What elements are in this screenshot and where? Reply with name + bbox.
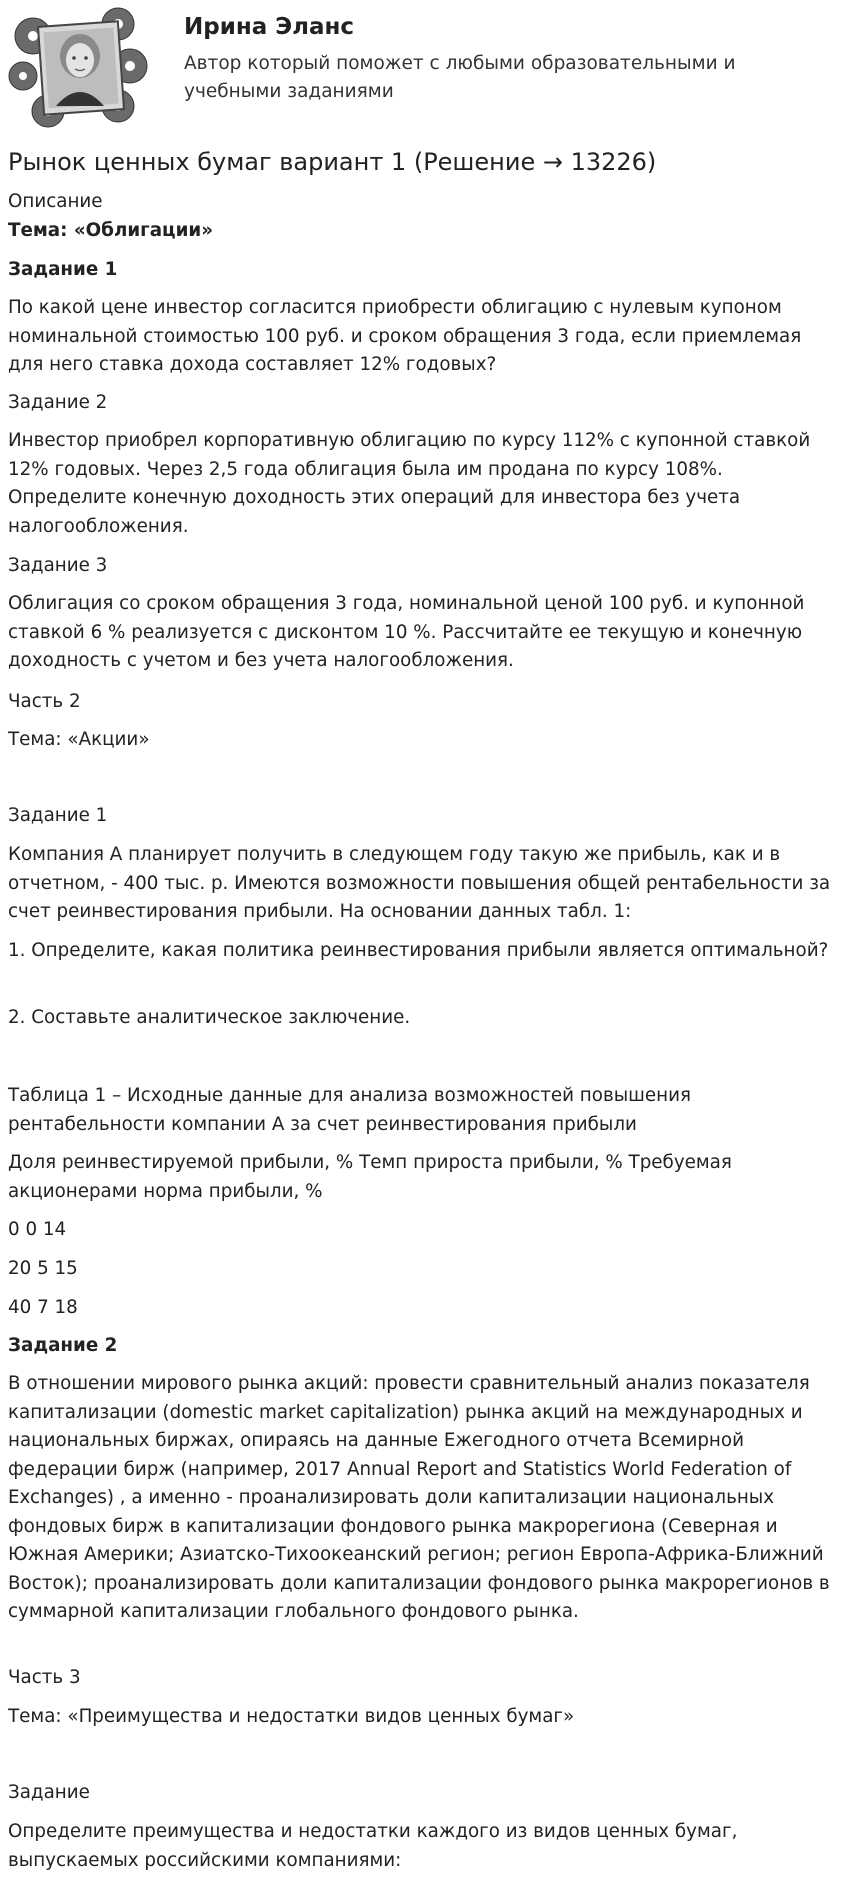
table-row: 0 0 14 (8, 1219, 67, 1240)
task-text: Определите преимущества и недостатки каждого из видов ценных бумаг, выпускаемых российскими компаниями: (8, 1821, 738, 1871)
task-heading: Задание 2 (8, 392, 108, 413)
task-heading: Задание 2 (8, 1335, 118, 1356)
author-name[interactable]: Ирина Эланс (184, 14, 355, 40)
author-avatar[interactable] (8, 6, 150, 128)
task-text: В отношении мирового рынка акций: провести сравнительный анализ показателя капитализации (domestic market capitalization) рынка акций на международных и национальных биржах, опираясь на данные Ежегодного отчета Всемирной федерации бирж (например, 2017 Annual Report and Statistics World Federation of Exchanges) , а именно - проанализировать доли капитализации национальных фондовых бирж в капитализации фондового рынка макрорегиона (Северная и Южная Америки; Азиатско-Тихоокеанский регион; регион Европа-Африка-Ближний Восток); проанализировать доли капитализации фондового рынка макрорегионов в суммарной капитализации глобального фондового рынка. (8, 1373, 830, 1622)
part-heading: Часть 2 (8, 691, 81, 712)
table-caption: Таблица 1 – Исходные данные для анализа возможностей повышения рентабельности компании А за счет реинвестирования прибыли (8, 1085, 691, 1135)
topic-heading: Тема: «Облигации» (8, 220, 214, 241)
topic-heading: Тема: «Преимущества и недостатки видов ценных бумаг» (8, 1706, 575, 1727)
task-heading: Задание 1 (8, 805, 108, 826)
task-heading: Задание 3 (8, 555, 108, 576)
author-description: Автор который поможет с любыми образовательными и учебными заданиями (184, 53, 736, 102)
author-header (0, 0, 847, 130)
task-text: По какой цене инвестор согласится приобрести облигацию с нулевым купоном номинальной стоимостью 100 руб. и сроком обращения 3 года, если приемлемая для него ставка дохода составляет 12% годовых? (8, 297, 802, 375)
page-title: Рынок ценных бумаг вариант 1 (Решение → 13226) (8, 148, 657, 176)
part-heading: Часть 3 (8, 1667, 81, 1688)
table-row: 40 7 18 (8, 1297, 78, 1318)
task-item: 1. Определите, какая политика реинвестирования прибыли является оптимальной? (8, 940, 829, 961)
task-heading: Задание (8, 1782, 90, 1803)
table-row: 20 5 15 (8, 1258, 78, 1279)
task-text: Облигация со сроком обращения 3 года, номинальной ценой 100 руб. и купонной ставкой 6 % реализуется с дисконтом 10 %. Рассчитайте ее текущую и конечную доходность с учетом и без учета налогообложения. (8, 593, 805, 671)
table-header-row: Доля реинвестируемой прибыли, % Темп прироста прибыли, % Требуемая акционерами норма прибыли, % (8, 1152, 732, 1202)
topic-heading: Тема: «Акции» (8, 729, 150, 750)
task-heading: Задание 1 (8, 259, 118, 280)
task-text: Компания А планирует получить в следующем году такую же прибыль, как и в отчетном, - 400 тыс. р. Имеются возможности повышения общей рентабельности за счет реинвестирования прибыли. На основании данных табл. 1: (8, 844, 831, 922)
section-label: Описание (8, 191, 103, 212)
task-item: 2. Составьте аналитическое заключение. (8, 1007, 411, 1028)
task-text: Инвестор приобрел корпоративную облигацию по курсу 112% с купонной ставкой 12% годовых. Через 2,5 года облигация была им продана по курсу 108%. Определите конечную доходность этих операций для инвестора без учета налогообложения. (8, 430, 811, 537)
